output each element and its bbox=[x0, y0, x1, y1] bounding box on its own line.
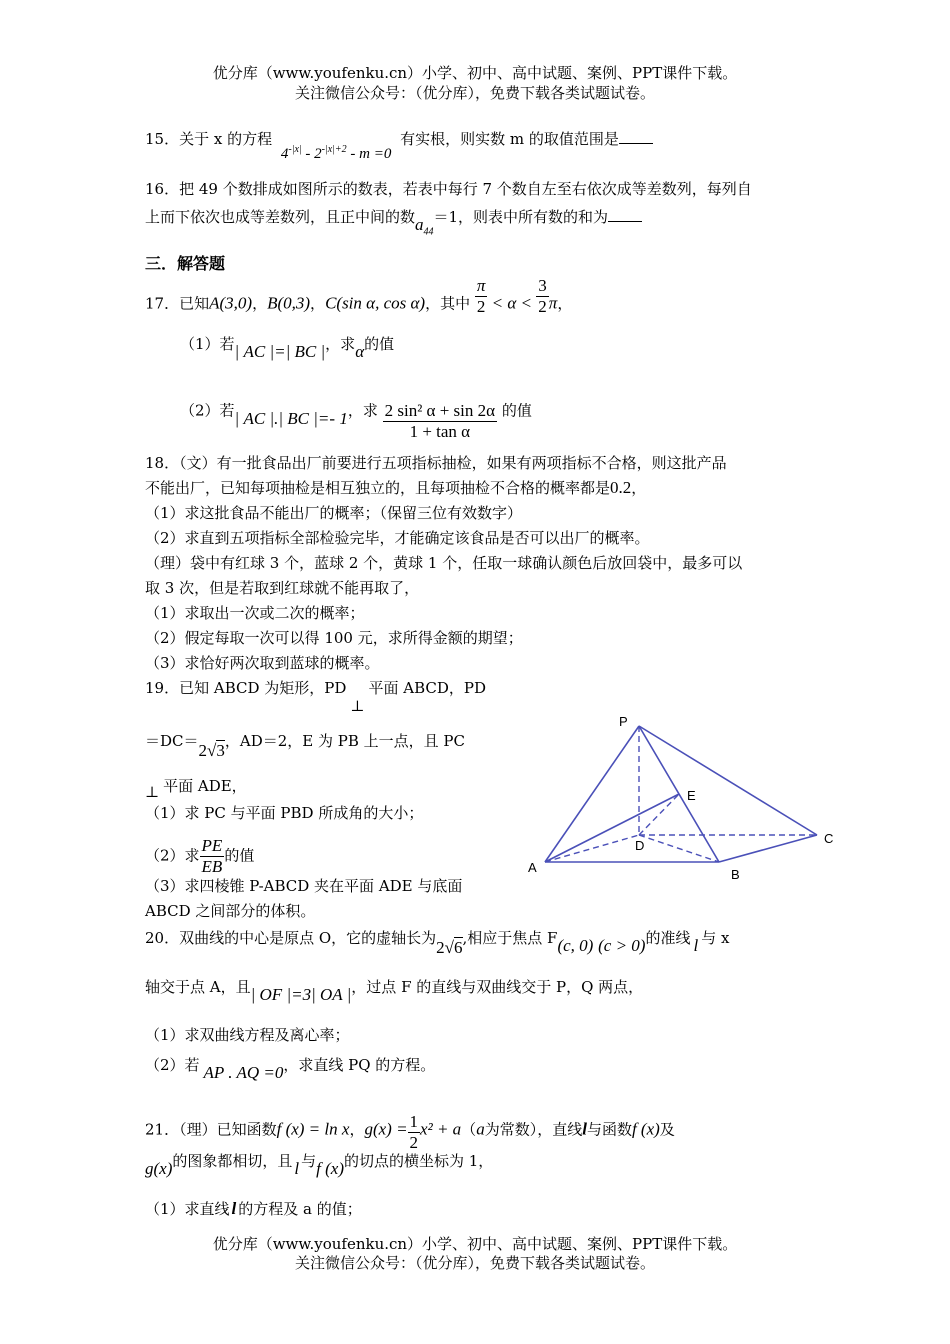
q18-line-3: （1）求这批食品不能出厂的概率；（保留三位有效数字） bbox=[145, 504, 523, 522]
q19-line-2: ＝DC＝2√3，AD＝2，E 为 PB 上一点，且 PC bbox=[145, 732, 465, 760]
q15-equation: $4^{-|x|} - 2^{-|x|+2} - m =0$ bbox=[280, 144, 392, 162]
section-title: 三．解答题 bbox=[145, 254, 226, 273]
q18-line-2: 不能出厂，已知每项抽检是相互独立的，且每项抽检不合格的概率都是0.2， bbox=[145, 478, 647, 497]
q18-line-6: 取 3 次，但是若取到红球就不能再取了， bbox=[145, 579, 420, 597]
label-c: C bbox=[824, 831, 834, 846]
q18-line-4: （2）求直到五项指标全部检验完毕，才能确定该食品是否可以出厂的概率。 bbox=[145, 529, 650, 547]
fraction-one-half: $\frac{1}{2}$ bbox=[409, 1112, 419, 1152]
edge-bc bbox=[719, 835, 817, 862]
fraction-pe-over-eb: $\frac{PE}{EB}$ bbox=[201, 836, 223, 876]
q21-part-1: （1）求直线 l 的方程及 a 的值； bbox=[145, 1199, 362, 1218]
edge-ae bbox=[545, 794, 679, 862]
fraction-3-over-2: $\frac{3}{2}$ bbox=[538, 276, 547, 316]
header-line-2: 关注微信公众号：（优分库），免费下载各类试题试卷。 bbox=[294, 84, 655, 102]
q17-part-1: （1）若| AC |=| BC |，求α的值 bbox=[180, 335, 395, 361]
fraction-trig-expression: $\frac{\text{2 sin² α + sin 2α}}{\text{1 + tan α}}$ bbox=[384, 401, 496, 441]
footer-line-1: 优分库（www.youfenku.cn）小学、初中、高中试题、案例、PPT课件下载。 bbox=[212, 1235, 738, 1253]
q17-part-2: （2）若| AC |.| BC |=- 1，求 $\frac{\text{2 sin² α + sin 2α}}{\text{1 + tan α}}$ 的值 bbox=[180, 401, 532, 441]
footer-line-2: 关注微信公众号：（优分库），免费下载各类试题试卷。 bbox=[294, 1254, 655, 1272]
label-p: P bbox=[619, 714, 628, 729]
q18-line-7: （1）求取出一次或二次的概率； bbox=[145, 604, 365, 622]
edge-db-hidden bbox=[639, 835, 719, 862]
q19-part-3a: （3）求四棱锥 P-ABCD 夹在平面 ADE 与底面 bbox=[145, 877, 463, 895]
edge-de-hidden bbox=[639, 794, 679, 835]
q21-line-1: 21．（理）已知函数f (x) = ln x，g(x) = $\frac{1}{2}$ x² + a（a为常数），直线l与函数f (x)及 bbox=[145, 1112, 675, 1152]
fraction-pi-over-2: $\frac{\pi}{2}$ bbox=[476, 276, 486, 316]
label-a: A bbox=[528, 860, 537, 875]
q19-line-3: ⊥ 平面 ADE， bbox=[145, 777, 247, 801]
q17-line-1: 17．已知A(3,0)，B(0,3)，C(sin α, cos α)，其中 $\frac{\pi}{2}$ < α < $\frac{3}{2}$ π， bbox=[145, 276, 573, 316]
q19-line-1: 19．已知 ABCD 为矩形，PD⊥平面 ABCD，PD bbox=[145, 679, 487, 715]
answer-blank bbox=[619, 129, 653, 144]
answer-blank bbox=[608, 207, 642, 222]
perpendicular-symbol: ⊥ bbox=[350, 697, 365, 715]
sqrt-2-root-6: 2√6 bbox=[436, 938, 463, 957]
a44-term: $a_{44}$ bbox=[415, 215, 434, 238]
label-e: E bbox=[687, 788, 696, 803]
q19-part-3b: ABCD 之间部分的体积。 bbox=[145, 902, 316, 920]
edge-ad-hidden bbox=[545, 835, 639, 862]
q19-part-1: （1）求 PC 与平面 PBD 所成角的大小； bbox=[145, 804, 424, 822]
q15-suffix: 有实根，则实数 m 的取值范围是 bbox=[400, 130, 619, 148]
sqrt-2-root-3: 2√3 bbox=[198, 741, 225, 760]
header-line-1: 优分库（www.youfenku.cn）小学、初中、高中试题、案例、PPT课件下载。 bbox=[212, 64, 738, 82]
q20-line-2: 轴交于点 A，且| OF |=3| OA |，过点 F 的直线与双曲线交于 P，Q 两点， bbox=[145, 978, 644, 1004]
q18-line-8: （2）假定每取一次可以得 100 元，求所得金额的期望； bbox=[145, 629, 523, 647]
label-b: B bbox=[731, 867, 740, 882]
q20-part-1: （1）求双曲线方程及离心率； bbox=[145, 1026, 350, 1044]
q20-line-1: 20．双曲线的中心是原点 O，它的虚轴长为2√6,相应于焦点 F(c, 0) (c > 0)的准线 l 与 x bbox=[145, 929, 730, 957]
q21-line-2: g(x)的图象都相切，且 l 与f (x)的切点的横坐标为 1， bbox=[145, 1152, 494, 1178]
q20-part-2: （2）若 AP . AQ =0，求直线 PQ 的方程。 bbox=[145, 1056, 436, 1082]
pyramid-figure bbox=[520, 712, 840, 884]
q16-line-2: 上而下依次也成等差数列，且正中间的数$a_{44}=1$，则表中所有数的和为 bbox=[145, 206, 642, 229]
edge-pc bbox=[639, 726, 817, 835]
q16-line-1: 16．把 49 个数排成如图所示的数表，若表中每行 7 个数自左至右依次成等差数列，每列自 bbox=[145, 180, 752, 198]
edge-pa bbox=[545, 726, 639, 862]
label-d: D bbox=[635, 838, 645, 853]
perpendicular-symbol: ⊥ bbox=[145, 783, 160, 801]
q18-line-9: （3）求恰好两次取到蓝球的概率。 bbox=[145, 654, 380, 672]
question-15 bbox=[145, 128, 653, 162]
q18-line-5: （理）袋中有红球 3 个，蓝球 2 个，黄球 1 个，任取一球确认颜色后放回袋中，最多可以 bbox=[145, 554, 743, 572]
q15-prefix: 15．关于 x 的方程 bbox=[145, 130, 273, 148]
q18-line-1: 18．（文）有一批食品出厂前要进行五项指标抽检，如果有两项指标不合格，则这批产品 bbox=[145, 454, 727, 472]
q19-part-2: （2）求 $\frac{PE}{EB}$ 的值 bbox=[145, 836, 255, 876]
